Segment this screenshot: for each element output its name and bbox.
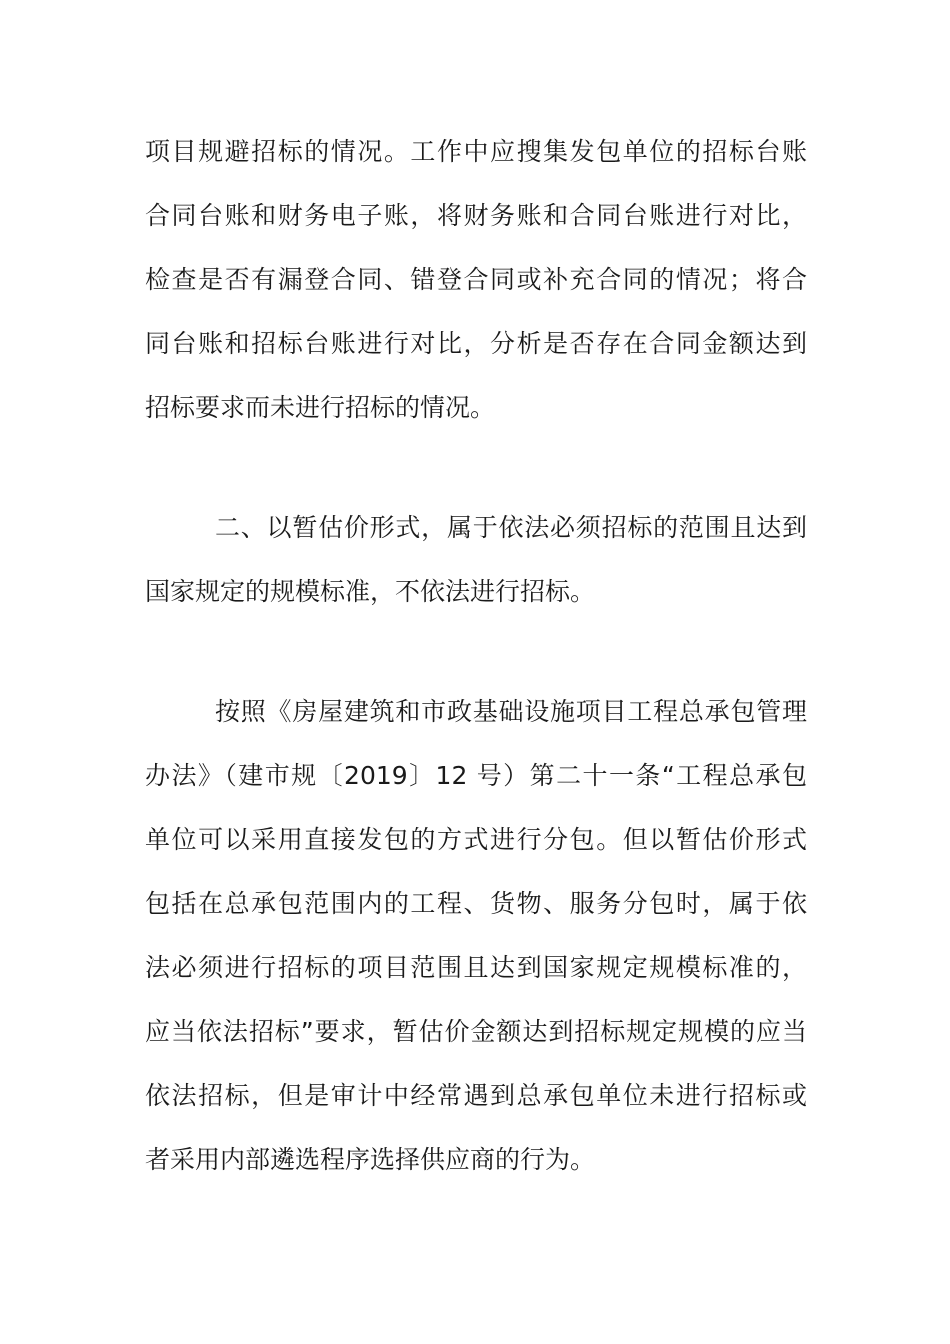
text-line: 办法》（建市规〔2019〕12 号）第二十一条“工程总承包: [145, 761, 807, 790]
text-line: 包括在总承包范围内的工程、货物、服务分包时，属于依: [145, 889, 807, 918]
text-line: 合同台账和财务电子账，将财务账和合同台账进行对比，: [145, 201, 807, 230]
text-line: 依法招标，但是审计中经常遇到总承包单位未进行招标或: [145, 1081, 807, 1110]
text-line: 招标要求而未进行招标的情况。: [145, 393, 496, 422]
text-line: 项目规避招标的情况。工作中应搜集发包单位的招标台账: [145, 137, 807, 166]
text-line: 应当依法招标”要求，暂估价金额达到招标规定规模的应当: [145, 1017, 807, 1046]
text-line: 单位可以采用直接发包的方式进行分包。但以暂估价形式: [145, 825, 807, 854]
text-line: 者采用内部遴选程序选择供应商的行为。: [145, 1145, 596, 1174]
text-line: 国家规定的规模标准，不依法进行招标。: [145, 577, 596, 606]
text-line: 二、以暂估价形式，属于依法必须招标的范围且达到: [215, 513, 807, 542]
text-line: 法必须进行招标的项目范围且达到国家规定规模标准的，: [145, 953, 807, 982]
text-line: 检查是否有漏登合同、错登合同或补充合同的情况；将合: [145, 265, 807, 294]
text-line: 按照《房屋建筑和市政基础设施项目工程总承包管理: [215, 697, 807, 726]
text-line: 同台账和招标台账进行对比，分析是否存在合同金额达到: [145, 329, 807, 358]
